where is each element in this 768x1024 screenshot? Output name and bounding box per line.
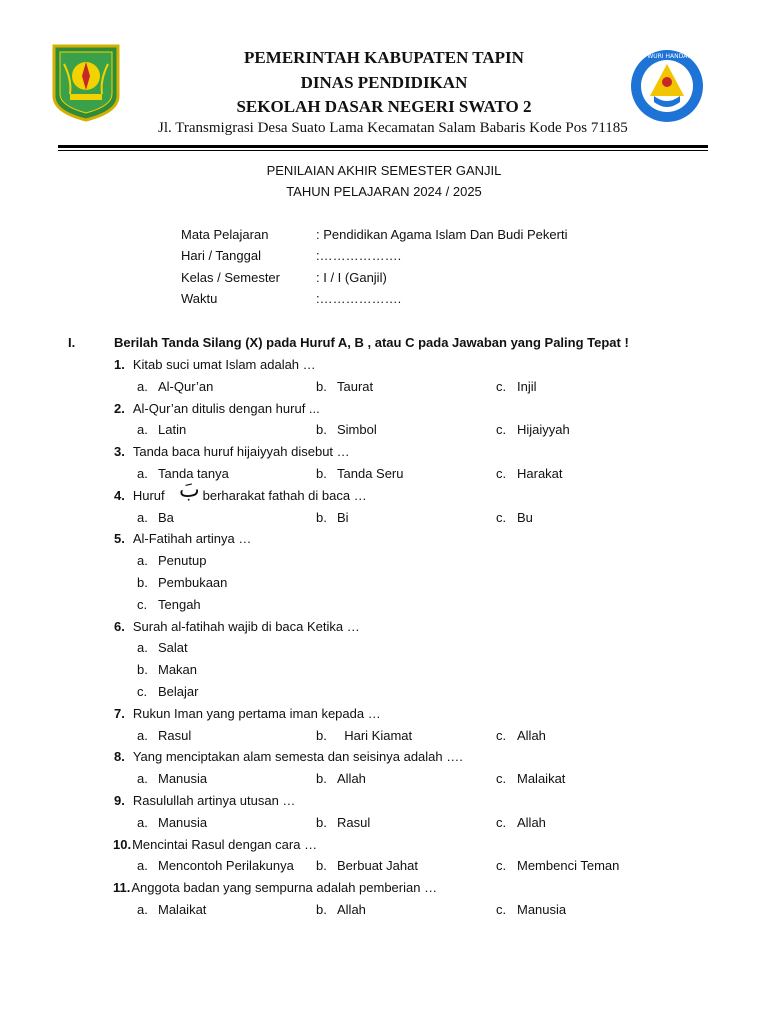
- option-letter: a.: [137, 858, 148, 874]
- option-text: Malaikat: [517, 771, 566, 787]
- option-text: Bi: [337, 509, 349, 525]
- section-instruction: Berilah Tanda Silang (X) pada Huruf A, B , atau C pada Jawaban yang Paling Tepat !: [114, 335, 629, 350]
- question-number: 1.: [114, 357, 125, 372]
- option-text: Manusia: [158, 771, 208, 787]
- option-letter: b.: [316, 771, 327, 787]
- option-text: Manusia: [158, 814, 208, 830]
- option-text: Rasul: [337, 814, 371, 830]
- option-text: Bu: [517, 509, 533, 525]
- option-text: Simbol: [337, 422, 377, 438]
- option-text: Tengah: [158, 596, 201, 612]
- option-letter: a.: [137, 553, 148, 569]
- answer-option[interactable]: [316, 510, 349, 525]
- option-text: Rasul: [158, 727, 192, 743]
- option-letter: b.: [316, 858, 327, 874]
- info-label: Waktu: [181, 291, 218, 306]
- question-text: Kitab suci umat Islam adalah …: [132, 357, 316, 372]
- option-text: Hari Kiamat: [337, 727, 413, 743]
- option-text: Belajar: [158, 684, 199, 699]
- question-text: Tanda baca huruf hijaiyyah disebut …: [132, 444, 350, 460]
- answer-option[interactable]: [137, 422, 186, 437]
- option-letter: b.: [316, 902, 327, 917]
- option-text: Allah: [337, 771, 366, 787]
- answer-option[interactable]: [137, 902, 206, 917]
- question-number: 6.: [114, 618, 125, 634]
- question-item: [114, 401, 320, 416]
- question-number: 2.: [114, 400, 125, 416]
- question-text: Rasulullah artinya utusan …: [132, 793, 296, 808]
- option-text: Latin: [158, 422, 187, 438]
- option-text: Tanda tanya: [158, 466, 229, 481]
- option-text: Membenci Teman: [517, 858, 620, 874]
- option-text: Penutup: [158, 553, 207, 569]
- government-name: PEMERINTAH KABUPATEN TAPIN: [244, 48, 524, 67]
- answer-option[interactable]: [496, 510, 533, 525]
- option-text: Tanda Seru: [337, 466, 404, 481]
- option-text: Manusia: [517, 902, 567, 917]
- answer-option[interactable]: [316, 858, 418, 873]
- answer-option[interactable]: [137, 684, 198, 699]
- question-number: 10.: [113, 836, 132, 852]
- answer-option[interactable]: [496, 902, 566, 917]
- option-letter: c.: [137, 684, 148, 699]
- option-letter: b.: [316, 378, 327, 394]
- answer-option[interactable]: [496, 815, 546, 830]
- option-letter: b.: [316, 814, 327, 830]
- option-letter: b.: [137, 662, 148, 678]
- option-letter: a.: [137, 422, 148, 438]
- answer-option[interactable]: [137, 510, 174, 525]
- question-text-continued: berharakat fathah di baca …: [202, 487, 367, 503]
- option-letter: b.: [316, 466, 327, 481]
- question-number: 9.: [114, 793, 125, 808]
- question-text: Anggota badan yang sempurna adalah pemberian …: [131, 880, 438, 896]
- answer-option[interactable]: [496, 379, 537, 394]
- option-text: Allah: [517, 727, 546, 743]
- question-text: Huruf: [132, 487, 165, 503]
- option-letter: a.: [137, 378, 148, 394]
- info-label: Hari / Tanggal: [181, 248, 261, 263]
- answer-option[interactable]: [316, 902, 366, 917]
- question-item: [114, 531, 251, 546]
- question-item: [114, 488, 367, 503]
- answer-option[interactable]: [496, 858, 619, 873]
- info-value: : I / I (Ganjil): [316, 270, 387, 285]
- question-item: [114, 444, 350, 459]
- option-letter: b.: [316, 422, 327, 438]
- answer-option[interactable]: [137, 771, 207, 786]
- exam-year: TAHUN PELAJARAN 2024 / 2025: [286, 184, 482, 199]
- info-label: Kelas / Semester: [181, 270, 280, 285]
- answer-option[interactable]: [137, 858, 294, 873]
- option-letter: a.: [137, 466, 148, 481]
- question-text: Surah al-fatihah wajib di baca Ketika …: [132, 618, 360, 634]
- option-text: Hijaiyyah: [517, 422, 570, 438]
- option-letter: a.: [137, 771, 148, 787]
- question-item: [113, 837, 317, 852]
- option-letter: c.: [496, 727, 507, 743]
- arabic-letter-ba: بَ: [179, 477, 200, 503]
- option-text: Pembukaan: [158, 575, 228, 590]
- info-label: Mata Pelajaran: [181, 227, 269, 242]
- answer-option[interactable]: [316, 728, 412, 743]
- answer-option[interactable]: [496, 771, 565, 786]
- question-item: [114, 749, 463, 764]
- question-item: [114, 619, 360, 634]
- info-value: : Pendidikan Agama Islam Dan Budi Pekerti: [316, 227, 568, 242]
- info-value: :……………….: [316, 248, 402, 263]
- svg-text:TUT WURI HANDAYANI: TUT WURI HANDAYANI: [633, 53, 701, 60]
- question-text: Rukun Iman yang pertama iman kepada …: [132, 705, 381, 721]
- question-item: [114, 793, 295, 808]
- answer-option[interactable]: [496, 422, 570, 437]
- option-text: Mencontoh Perilakunya: [158, 858, 294, 874]
- option-letter: b.: [316, 509, 327, 525]
- option-letter: c.: [137, 596, 148, 612]
- question-text: Yang menciptakan alam semesta dan seisinya adalah ….: [132, 749, 463, 765]
- answer-option[interactable]: [137, 815, 207, 830]
- option-text: Injil: [517, 378, 537, 394]
- option-letter: c.: [496, 378, 507, 394]
- question-item: [113, 880, 437, 895]
- option-text: Malaikat: [158, 902, 207, 917]
- option-letter: a.: [137, 814, 148, 830]
- question-item: [114, 706, 381, 721]
- school-name: SEKOLAH DASAR NEGERI SWATO 2: [236, 97, 532, 116]
- question-number: 8.: [114, 749, 125, 765]
- option-text: Allah: [337, 902, 366, 917]
- exam-title: PENILAIAN AKHIR SEMESTER GANJIL: [266, 163, 502, 178]
- answer-option[interactable]: [316, 815, 370, 830]
- option-text: Ba: [158, 509, 174, 525]
- option-letter: c.: [496, 902, 507, 917]
- option-letter: c.: [496, 858, 507, 874]
- option-text: Berbuat Jahat: [337, 858, 418, 874]
- question-item: [114, 357, 316, 372]
- question-number: 4.: [114, 487, 125, 503]
- answer-option[interactable]: [316, 422, 377, 437]
- option-text: Makan: [158, 662, 198, 678]
- option-text: Salat: [158, 640, 188, 656]
- question-number: 3.: [114, 444, 125, 460]
- option-letter: c.: [496, 422, 507, 438]
- answer-option[interactable]: [137, 553, 206, 568]
- question-number: 11.: [113, 880, 131, 896]
- answer-option[interactable]: [137, 597, 201, 612]
- option-text: Harakat: [517, 466, 563, 481]
- answer-option[interactable]: [137, 575, 227, 590]
- answer-option[interactable]: [496, 466, 563, 481]
- option-text: Al-Qur’an: [158, 378, 214, 394]
- option-letter: b.: [316, 727, 327, 743]
- school-address: Jl. Transmigrasi Desa Suato Lama Kecamatan Salam Babaris Kode Pos 71185: [158, 120, 628, 136]
- option-letter: c.: [496, 509, 507, 525]
- answer-option[interactable]: [137, 640, 188, 655]
- department-name: DINAS PENDIDIKAN: [300, 73, 468, 92]
- question-text: Al-Fatihah artinya …: [132, 531, 252, 547]
- option-letter: b.: [137, 575, 148, 590]
- section-number: I.: [68, 335, 76, 350]
- info-value: :……………….: [316, 291, 402, 306]
- option-letter: c.: [496, 771, 507, 787]
- question-number: 5.: [114, 531, 125, 547]
- question-number: 7.: [114, 705, 125, 721]
- option-letter: a.: [137, 727, 148, 743]
- answer-option[interactable]: [137, 662, 197, 677]
- option-letter: a.: [137, 640, 148, 656]
- option-letter: c.: [496, 466, 507, 481]
- option-letter: a.: [137, 509, 148, 525]
- answer-option[interactable]: [137, 728, 191, 743]
- option-text: Taurat: [337, 378, 374, 394]
- option-text: Allah: [517, 814, 546, 830]
- question-text: Al-Qur’an ditulis dengan huruf ...: [132, 400, 320, 416]
- answer-option[interactable]: [316, 771, 366, 786]
- option-letter: a.: [137, 902, 148, 917]
- header-divider-thin: [58, 150, 708, 151]
- answer-option[interactable]: [316, 466, 404, 481]
- answer-option[interactable]: [137, 379, 213, 394]
- question-text: Mencintai Rasul dengan cara …: [132, 836, 318, 852]
- answer-option[interactable]: [316, 379, 373, 394]
- option-letter: c.: [496, 814, 507, 830]
- header-divider-thick: [58, 145, 708, 148]
- answer-option[interactable]: [496, 728, 546, 743]
